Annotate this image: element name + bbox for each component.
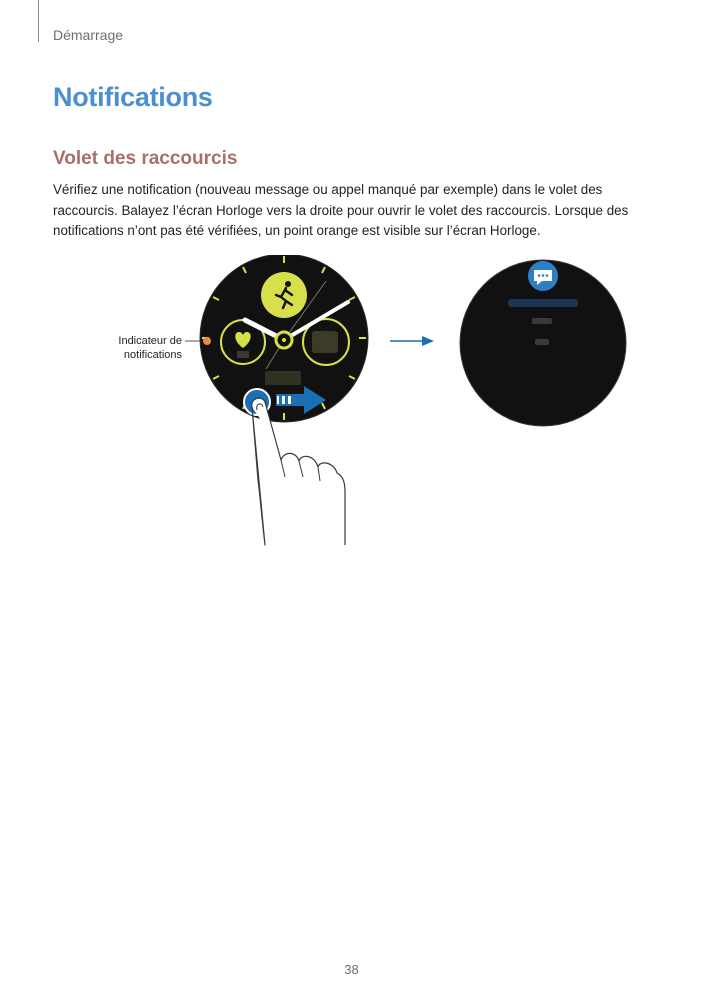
body-paragraph: Vérifiez une notification (nouveau message ou appel manqué par exemple) dans le volet des raccourcis. Balayez l’écran Horloge vers la droite pour ouvrir le volet des raccourcis. Lorsque des notifications n’ont pas été vérifiées, un point orange est visible sur l’écran Horloge.: [53, 182, 629, 238]
running-complication: [261, 272, 307, 318]
section-title: Volet des raccourcis: [53, 148, 238, 169]
callout-line-2: notifications: [123, 349, 182, 361]
callout-line-1: Indicateur de: [118, 335, 182, 347]
watch-face-shortcuts: [460, 260, 626, 426]
illustration: [100, 255, 640, 550]
notification-dot: [203, 337, 211, 345]
watch-face-clock: [200, 255, 368, 422]
transition-arrow-head: [422, 336, 434, 346]
page-title: Notifications: [53, 82, 213, 112]
page-number: 38: [344, 962, 359, 977]
chapter-header: Démarrage: [53, 27, 124, 43]
margin-rule: [38, 0, 39, 42]
